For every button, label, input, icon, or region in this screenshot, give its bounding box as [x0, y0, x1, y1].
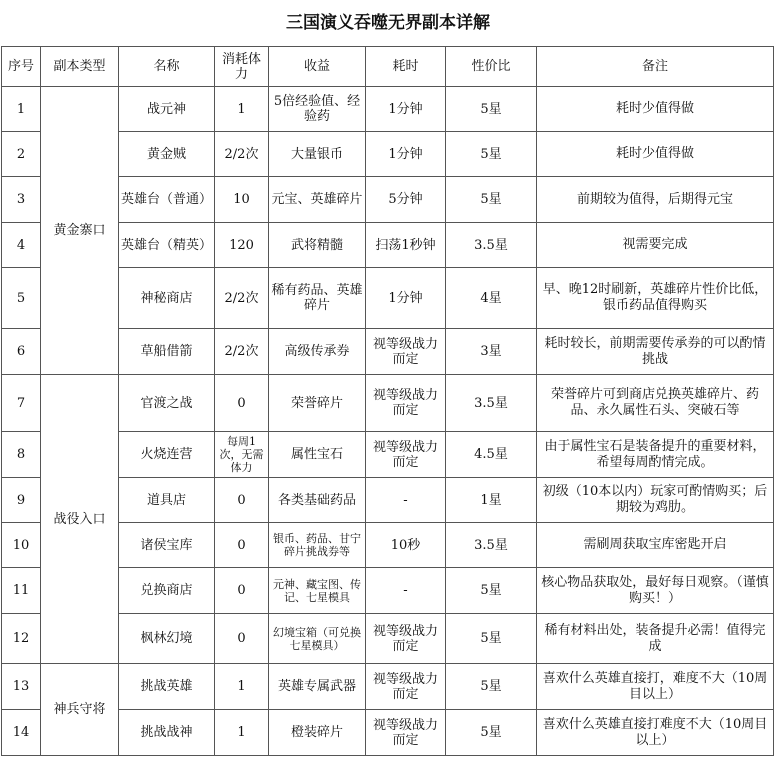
cell-note: 早、晚12时刷新，英雄碎片性价比低，银币药品值得购买 [537, 268, 774, 329]
cell-value: 3.5星 [446, 375, 537, 432]
cell-name: 挑战英雄 [119, 664, 215, 710]
cell-reward: 元宝、英雄碎片 [269, 177, 366, 223]
cell-reward: 武将精髓 [269, 223, 366, 268]
cell-name: 火烧连营 [119, 432, 215, 478]
cell-note: 耗时少值得做 [537, 87, 774, 132]
cell-time: 视等级战力而定 [366, 375, 446, 432]
cell-cost: 10 [215, 177, 269, 223]
cell-index: 12 [2, 614, 41, 664]
cell-cost: 0 [215, 478, 269, 523]
cell-value: 3.5星 [446, 223, 537, 268]
cell-cost: 120 [215, 223, 269, 268]
cell-index: 14 [2, 710, 41, 756]
cell-name: 道具店 [119, 478, 215, 523]
header-note: 备注 [537, 47, 774, 87]
cell-value: 5星 [446, 132, 537, 177]
cell-note: 荣誉碎片可到商店兑换英雄碎片、药品、永久属性石头、突破石等 [537, 375, 774, 432]
cell-name: 战元神 [119, 87, 215, 132]
cell-time: 1分钟 [366, 268, 446, 329]
cell-value: 1星 [446, 478, 537, 523]
group-cell: 战役入口 [41, 375, 119, 664]
dungeon-table [1, 46, 774, 756]
cell-cost: 2/2次 [215, 132, 269, 177]
cell-name: 枫林幻境 [119, 614, 215, 664]
cell-time: 1分钟 [366, 132, 446, 177]
cell-index: 13 [2, 664, 41, 710]
cell-cost: 0 [215, 375, 269, 432]
cell-reward: 幻境宝箱（可兑换七星模具） [269, 614, 366, 664]
cell-index: 1 [2, 87, 41, 132]
cell-reward: 大量银币 [269, 132, 366, 177]
cell-time: 10秒 [366, 523, 446, 568]
cell-note: 视需要完成 [537, 223, 774, 268]
cell-cost: 2/2次 [215, 329, 269, 375]
header-type: 副本类型 [41, 47, 119, 87]
cell-cost: 1 [215, 710, 269, 756]
cell-note: 耗时较长，前期需要传承券的可以酌情挑战 [537, 329, 774, 375]
cell-value: 5星 [446, 614, 537, 664]
cell-reward: 橙装碎片 [269, 710, 366, 756]
cell-value: 5星 [446, 568, 537, 614]
cell-reward: 5倍经验值、经验药 [269, 87, 366, 132]
cell-index: 6 [2, 329, 41, 375]
cell-time: 视等级战力而定 [366, 614, 446, 664]
page-title: 三国演义吞噬无界副本详解 [286, 13, 490, 33]
cell-index: 2 [2, 132, 41, 177]
cell-value: 5星 [446, 87, 537, 132]
cell-note: 喜欢什么英雄直接打，难度不大（10周目以上） [537, 664, 774, 710]
cell-time: 视等级战力而定 [366, 329, 446, 375]
cell-index: 11 [2, 568, 41, 614]
header-index: 序号 [2, 47, 41, 87]
cell-reward: 稀有药品、英雄碎片 [269, 268, 366, 329]
cell-index: 9 [2, 478, 41, 523]
header-time: 耗时 [366, 47, 446, 87]
cell-index: 10 [2, 523, 41, 568]
cell-reward: 荣誉碎片 [269, 375, 366, 432]
header-value: 性价比 [446, 47, 537, 87]
header-reward: 收益 [269, 47, 366, 87]
cell-index: 5 [2, 268, 41, 329]
cell-reward: 元神、藏宝图、传记、七星模具 [269, 568, 366, 614]
cell-reward: 银币、药品、甘宁碎片挑战券等 [269, 523, 366, 568]
cell-reward: 高级传承券 [269, 329, 366, 375]
cell-cost: 0 [215, 523, 269, 568]
cell-note: 耗时少值得做 [537, 132, 774, 177]
header-name: 名称 [119, 47, 215, 87]
cell-time: - [366, 568, 446, 614]
table-row [2, 664, 774, 710]
cell-name: 兑换商店 [119, 568, 215, 614]
cell-time: 视等级战力而定 [366, 664, 446, 710]
cell-note: 稀有材料出处，装备提升必需！值得完成 [537, 614, 774, 664]
cell-time: - [366, 478, 446, 523]
cell-name: 黄金贼 [119, 132, 215, 177]
cell-value: 3.5星 [446, 523, 537, 568]
cell-index: 3 [2, 177, 41, 223]
header-row [2, 47, 774, 87]
cell-note: 喜欢什么英雄直接打难度不大（10周目以上） [537, 710, 774, 756]
cell-note: 核心物品获取处，最好每日观察。（谨慎购买！） [537, 568, 774, 614]
cell-name: 英雄台（普通） [119, 177, 215, 223]
cell-note: 前期较为值得，后期得元宝 [537, 177, 774, 223]
cell-name: 草船借箭 [119, 329, 215, 375]
cell-name: 诸侯宝库 [119, 523, 215, 568]
cell-value: 3星 [446, 329, 537, 375]
cell-value: 4星 [446, 268, 537, 329]
cell-value: 5星 [446, 664, 537, 710]
cell-reward: 属性宝石 [269, 432, 366, 478]
cell-cost: 0 [215, 568, 269, 614]
cell-note: 初级（10本以内）玩家可酌情购买；后期较为鸡肋。 [537, 478, 774, 523]
cell-cost: 1 [215, 87, 269, 132]
cell-cost: 1 [215, 664, 269, 710]
cell-value: 5星 [446, 710, 537, 756]
group-cell: 神兵守将 [41, 664, 119, 756]
cell-time: 扫荡1秒钟 [366, 223, 446, 268]
cell-cost: 每周1次，无需体力 [215, 432, 269, 478]
cell-name: 官渡之战 [119, 375, 215, 432]
table-row [2, 87, 774, 132]
cell-cost: 0 [215, 614, 269, 664]
cell-time: 1分钟 [366, 87, 446, 132]
cell-time: 5分钟 [366, 177, 446, 223]
cell-time: 视等级战力而定 [366, 710, 446, 756]
cell-index: 8 [2, 432, 41, 478]
table-row [2, 375, 774, 432]
cell-name: 挑战战神 [119, 710, 215, 756]
cell-index: 4 [2, 223, 41, 268]
group-cell: 黄金寨口 [41, 87, 119, 375]
cell-name: 英雄台（精英） [119, 223, 215, 268]
cell-time: 视等级战力而定 [366, 432, 446, 478]
cell-index: 7 [2, 375, 41, 432]
cell-note: 由于属性宝石是装备提升的重要材料，希望每周酌情完成。 [537, 432, 774, 478]
header-cost: 消耗体力 [215, 47, 269, 87]
cell-name: 神秘商店 [119, 268, 215, 329]
cell-value: 5星 [446, 177, 537, 223]
cell-cost: 2/2次 [215, 268, 269, 329]
cell-value: 4.5星 [446, 432, 537, 478]
cell-reward: 英雄专属武器 [269, 664, 366, 710]
cell-reward: 各类基础药品 [269, 478, 366, 523]
cell-note: 需刷周获取宝库密匙开启 [537, 523, 774, 568]
